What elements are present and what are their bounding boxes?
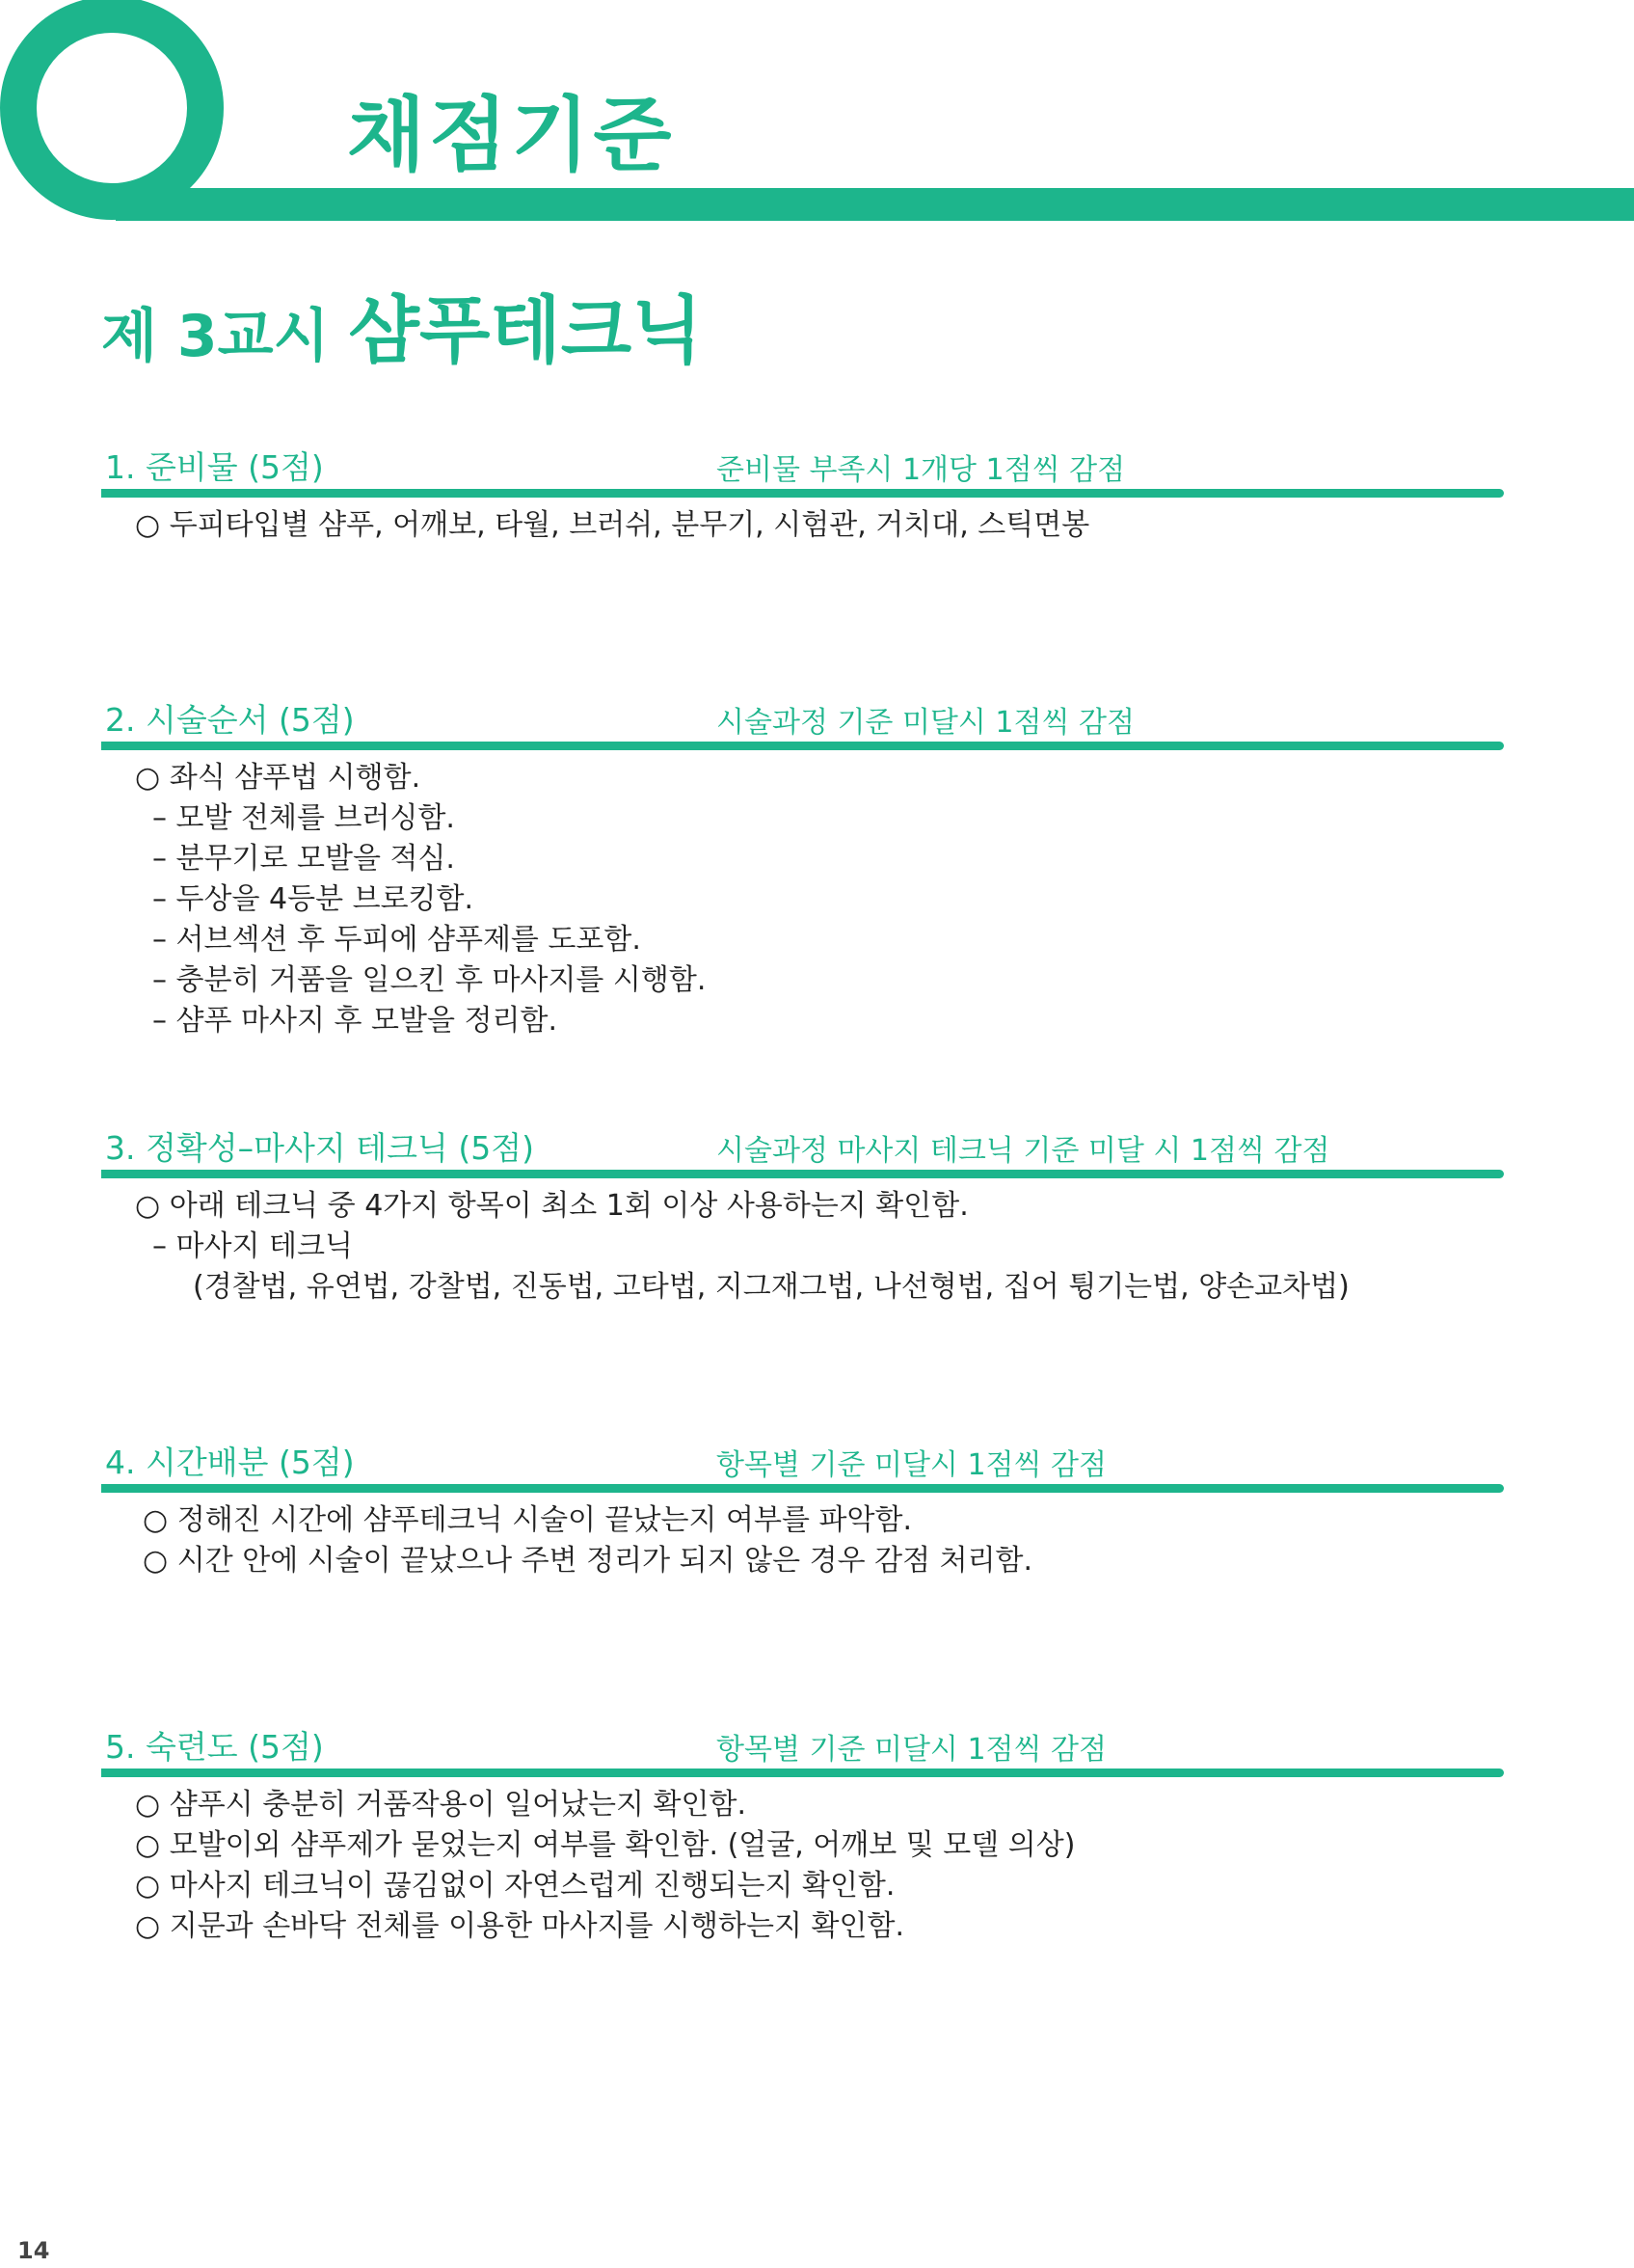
list-item: ○ 정해진 시간에 샴푸테크닉 시술이 끝났는지 여부를 파악함.	[143, 1503, 912, 1537]
header-bar	[116, 188, 1634, 221]
section-body	[0, 1785, 1634, 1947]
section-title: 2. 시술순서 (5점)	[105, 701, 355, 739]
list-item: – 샴푸 마사지 후 모발을 정리함.	[152, 1004, 557, 1038]
section-title: 3. 정확성–마사지 테크닉 (5점)	[105, 1129, 534, 1167]
section-body	[0, 505, 1634, 546]
session-title	[101, 287, 703, 373]
section-rule	[101, 1170, 1504, 1178]
section-body	[0, 1500, 1634, 1581]
section-rule	[101, 742, 1504, 750]
list-item: ○ 모발이외 샴푸제가 묻었는지 여부를 확인함. (얼굴, 어깨보 및 모델 의상)	[135, 1828, 1076, 1862]
list-item: – 충분히 거품을 일으킨 후 마사지를 시행함.	[152, 963, 707, 997]
session-number: 제 3교시	[101, 303, 330, 370]
list-item: – 모발 전체를 브러싱함.	[152, 801, 455, 835]
section-title: 4. 시간배분 (5점)	[105, 1444, 355, 1481]
section-header	[101, 1723, 1499, 1777]
section-body	[0, 758, 1634, 1041]
list-item: ○ 아래 테크닉 중 4가지 항목이 최소 1회 이상 사용하는지 확인함.	[135, 1189, 969, 1223]
section-rule	[101, 1484, 1504, 1493]
list-item: ○ 마사지 테크닉이 끊김없이 자연스럽게 진행되는지 확인함.	[135, 1869, 896, 1903]
section-header	[101, 1439, 1499, 1493]
session-name: 샴푸테크닉	[348, 287, 703, 373]
list-item: – 서브섹션 후 두피에 샴푸제를 도포함.	[152, 923, 641, 957]
section-rule	[101, 489, 1504, 498]
section-deduction: 시술과정 기준 미달시 1점씩 감점	[716, 706, 1135, 740]
section-deduction: 항목별 기준 미달시 1점씩 감점	[716, 1733, 1107, 1767]
list-item: – 마사지 테크닉	[152, 1229, 353, 1263]
list-item: ○ 두피타입별 샴푸, 어깨보, 타월, 브러쉬, 분무기, 시험관, 거치대, 스틱면봉	[135, 508, 1090, 542]
section-body	[0, 1186, 1634, 1308]
list-item: – 두상을 4등분 브로킹함.	[152, 882, 474, 916]
section-rule	[101, 1768, 1504, 1777]
list-item: ○ 좌식 샴푸법 시행함.	[135, 761, 421, 795]
section-header	[101, 696, 1499, 750]
page-title: 채점기준	[347, 88, 676, 182]
list-item: ○ 시간 안에 시술이 끝났으나 주변 정리가 되지 않은 경우 감점 처리함.	[143, 1544, 1033, 1578]
section-title: 5. 숙련도 (5점)	[105, 1728, 324, 1766]
section-deduction: 항목별 기준 미달시 1점씩 감점	[716, 1448, 1107, 1482]
section-header	[101, 1124, 1499, 1178]
list-item: ○ 지문과 손바닥 전체를 이용한 마사지를 시행하는지 확인함.	[135, 1909, 904, 1943]
list-item: (경찰법, 유연법, 강찰법, 진동법, 고타법, 지그재그법, 나선형법, 집어 튕기는법, 양손교차법)	[193, 1270, 1350, 1304]
section-title: 1. 준비물 (5점)	[105, 448, 324, 486]
section-deduction: 준비물 부족시 1개당 1점씩 감점	[716, 453, 1126, 487]
section-header	[101, 444, 1499, 498]
section-deduction: 시술과정 마사지 테크닉 기준 미달 시 1점씩 감점	[716, 1134, 1330, 1168]
list-item: – 분무기로 모발을 적심.	[152, 842, 455, 876]
page-number: 14	[17, 2237, 50, 2264]
list-item: ○ 샴푸시 충분히 거품작용이 일어났는지 확인함.	[135, 1788, 747, 1822]
